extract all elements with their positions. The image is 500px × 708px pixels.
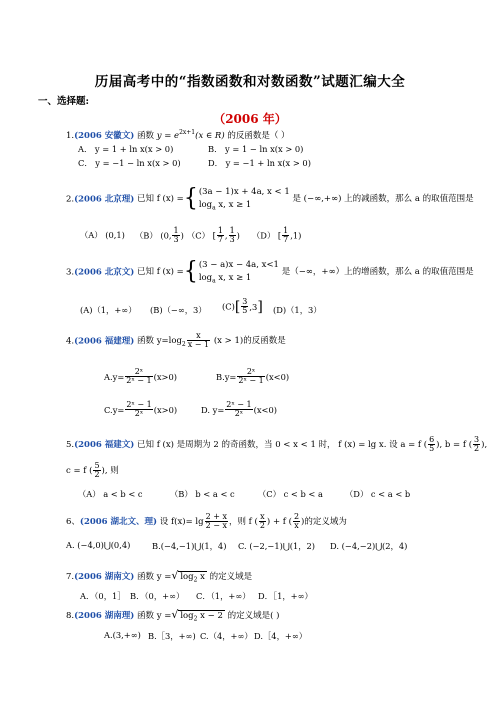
option-prefix: （C） [ (187, 230, 216, 241)
question-stem-tail: )的定义域为 (301, 516, 347, 527)
numerator: 1 (217, 226, 223, 235)
question-5-line-2 (66, 462, 119, 480)
q3-option-a: (A)（1，+∞） (80, 305, 137, 315)
log-arg: x − 2 (197, 611, 223, 621)
q5-option-c: （C） c < b < a (258, 489, 323, 499)
piecewise-cases (199, 186, 290, 212)
question-stem-tail: (x > 1)的反函数是 (213, 335, 286, 346)
question-number: 6、 (66, 516, 80, 527)
option-suffix: ) (180, 230, 184, 241)
question-6 (66, 513, 347, 531)
numerator: 2 (293, 512, 300, 521)
fraction (428, 436, 435, 454)
brace-icon: { (183, 257, 198, 286)
q4-option-c (104, 401, 177, 419)
question-number: 5. (66, 439, 75, 450)
log-base: 2 (181, 341, 186, 349)
option-suffix: ,3 (249, 301, 258, 312)
case-1: (3a − 1)x + 4a, x < 1 (198, 187, 290, 197)
q1-option-b: B． y = 1 − ln x(x > 0) (208, 144, 304, 154)
q6-option-b: B.(−4,−1)⋃(1，4) (152, 541, 227, 551)
radicand (178, 610, 225, 623)
question-stem-tail: 是（−∞，+∞）上的增函数，那么 a 的取值范围是 (281, 267, 474, 278)
brace-icon: { (183, 184, 198, 213)
log-base: 2 (193, 576, 198, 584)
option-prefix: C.y= (104, 404, 125, 415)
denominator: 2ˣ − 1 (238, 376, 264, 386)
q8-option-d: D.［4，+∞） (254, 631, 308, 641)
numerator: 2 + x (205, 512, 227, 521)
question-number: 4. (66, 336, 75, 347)
math-domain: (x ∈ R) (195, 130, 225, 141)
case-1: (3 − a)x − 4a, x<1 (198, 260, 279, 270)
option-prefix: (C) (222, 301, 235, 312)
fraction (225, 401, 252, 419)
q8-option-a: A.(3,+∞) (104, 630, 141, 640)
q4-option-a (104, 368, 177, 386)
radical-icon: √ (171, 608, 179, 621)
numerator: 2ˣ (237, 368, 264, 377)
option-suffix: (x>0) (153, 371, 178, 382)
question-stem-mid: ) + f ( (266, 516, 292, 527)
piecewise-cases (199, 259, 279, 285)
option-suffix: (x<0) (265, 371, 290, 382)
fraction (187, 332, 210, 350)
question-number: 7. (66, 572, 75, 582)
question-4 (66, 332, 286, 350)
question-stem-end: ), (481, 439, 488, 450)
question-stem-tail: ), 则 (101, 465, 119, 476)
option-prefix: B.y= (216, 371, 237, 382)
denominator: 2ˣ (134, 409, 144, 419)
denominator: 7 (283, 235, 289, 245)
q2-option-b (135, 227, 184, 245)
question-7 (66, 569, 252, 584)
q6-option-d: D. (−4,−2)⋃(2，4) (330, 541, 408, 551)
fraction (172, 227, 179, 245)
numerator: 3 (474, 435, 480, 444)
case-2-tail: x, x ≥ 1 (215, 272, 252, 283)
question-number: 8. (66, 611, 75, 621)
case-2-tail: x, x ≥ 1 (215, 199, 252, 210)
year-heading: （2006 年） (213, 112, 287, 126)
question-stem-tail: 的定义域是( ) (227, 611, 280, 621)
fraction (217, 227, 224, 245)
q7-option-b: B．（0，+∞） (130, 591, 185, 601)
denominator: 2 (94, 470, 100, 480)
question-source: (2006 福建理) (74, 336, 135, 347)
question-stem: 函数 y=log (137, 335, 182, 346)
radicand (178, 571, 207, 584)
fraction (473, 436, 480, 454)
option-suffix: (x>0) (153, 404, 178, 415)
numerator: x (260, 512, 265, 521)
numerator: 3 (242, 297, 248, 306)
denominator: 2 (259, 521, 265, 531)
denominator: 2 (474, 444, 480, 454)
option-suffix: ) (236, 230, 240, 241)
q2-option-c: （C） [ $\frac{1}{7}$ , $\frac{1}{3}$ ) (187, 226, 240, 245)
question-stem: 已知 f (x) = (137, 267, 184, 278)
q4-option-b (216, 368, 289, 386)
numerator: 1 (283, 226, 289, 235)
q2-option-d (252, 227, 301, 245)
numerator: 6 (429, 435, 435, 444)
question-stem: 已知 f (x) = (137, 194, 184, 205)
q8-option-b: B.［3，+∞) (148, 631, 196, 641)
q4-option-d (201, 401, 277, 419)
option-prefix: （D） [ (252, 230, 282, 241)
fraction (125, 368, 152, 386)
case-2-sub: a (212, 277, 216, 285)
question-source: (2006 北京文) (74, 267, 135, 278)
numerator: 2ˣ − 1 (226, 400, 252, 409)
denominator: 2ˣ (234, 409, 244, 419)
q7-option-d: D．［1，+∞） (258, 591, 313, 601)
fraction (229, 227, 236, 245)
numerator: x (187, 332, 210, 341)
question-5 (66, 436, 487, 454)
question-stem: 函数 y = (137, 611, 172, 621)
question-stem-mid: ), b = f ( (436, 439, 473, 450)
question-source: (2006 安徽文) (74, 130, 135, 141)
q1-option-d: D． y = −1 + ln x(x > 0) (208, 158, 311, 168)
question-source: (2006 北京理) (74, 194, 135, 205)
fraction (293, 513, 300, 531)
question-number: 1. (66, 130, 75, 141)
question-number: 3. (66, 267, 75, 278)
question-2 (66, 186, 474, 212)
option-prefix: D. y= (201, 404, 225, 415)
math-sup: 2x+1 (179, 129, 196, 136)
question-stem: 函数 y = (137, 572, 172, 582)
q6-option-a: A. (−4,0)⋃(0,4) (66, 540, 131, 550)
q3-option-b: (B)（−∞，3） (150, 305, 207, 315)
fraction (205, 513, 228, 531)
option-suffix: (x<0) (253, 404, 278, 415)
question-stem-mid: ，则 f ( (228, 516, 258, 527)
q1-option-a: A． y = 1 + ln x(x > 0) (78, 144, 174, 154)
log-base: 2 (193, 615, 198, 623)
denominator: 5 (429, 444, 435, 454)
q7-option-c: C．（1，+∞） (196, 591, 251, 601)
case-2-sub: a (212, 204, 216, 212)
question-stem: 函数 (137, 130, 155, 141)
fraction (259, 513, 266, 531)
question-stem: 设 f(x)= lg (159, 516, 204, 527)
question-source: (2006 福建文) (74, 439, 135, 450)
denominator: 2 − x (205, 521, 227, 531)
numerator: 1 (229, 226, 235, 235)
denominator: 2ˣ − 1 (126, 376, 152, 386)
bracket-left-icon: [ (234, 298, 241, 315)
q2-option-a: （A） (0,1) (80, 230, 125, 240)
q5-option-a: （A） a < b < c (78, 489, 143, 499)
log-text: log (180, 611, 194, 621)
fraction (93, 462, 100, 480)
fraction (237, 368, 264, 386)
section-heading: 一、选择题: (38, 96, 90, 107)
log-arg: x (197, 572, 205, 582)
option-prefix: （B） (0, (135, 230, 172, 241)
question-3 (66, 259, 474, 285)
q8-option-c: C.（4，+∞） (200, 631, 253, 641)
radical-icon: √ (171, 569, 179, 582)
numerator: 2ˣ − 1 (126, 400, 152, 409)
q1-option-c: C． y = −1 − ln x(x > 0) (78, 158, 181, 168)
question-stem-tail: 的反函数是（ ） (227, 130, 290, 141)
case-2: log (198, 199, 213, 210)
q7-option-a: A．（0，1］ (80, 591, 126, 601)
page-title: 历届高考中的“指数函数和对数函数”试题汇编大全 (94, 74, 406, 90)
denominator: 3 (229, 235, 235, 245)
question-number: 2. (66, 194, 75, 205)
question-stem: 已知 f (x) 是周期为 2 的奇函数，当 0 < x < 1 时， f (x) = lg x. 设 a = f ( (137, 439, 428, 450)
denominator: 3 (173, 235, 179, 245)
denominator: x (294, 521, 299, 531)
numerator: 1 (173, 226, 179, 235)
q3-option-c (222, 298, 263, 316)
q6-option-c: C. (−2,−1)⋃(1，2) (238, 541, 316, 551)
question-source: (2006 湖南文) (74, 572, 135, 582)
fraction (125, 401, 152, 419)
question-1 (66, 129, 290, 141)
numerator: 5 (94, 461, 100, 470)
q5-option-d: （D） c < a < b (345, 489, 411, 499)
question-stem-tail: 是 (−∞,+∞) 上的减函数，那么 a 的取值范围是 (292, 194, 474, 205)
math-expr: y = e (156, 130, 180, 141)
case-2: log (198, 272, 213, 283)
fraction (241, 298, 248, 316)
question-source: (2006 湖南理) (74, 611, 135, 621)
numerator: 2ˣ (125, 368, 152, 377)
denominator: 5 (242, 306, 248, 316)
q5-option-b: （B） b < a < c (170, 489, 235, 499)
option-suffix: ,1) (290, 230, 302, 241)
denominator: 7 (217, 235, 223, 245)
question-source: (2006 湖北文、理) (79, 516, 158, 527)
question-stem: c = f ( (66, 465, 93, 476)
denominator: x − 1 (187, 340, 210, 350)
bracket-right-icon: ] (257, 298, 263, 315)
q3-option-d: (D)（1，3） (273, 305, 322, 315)
question-stem-tail: 的定义域是 (209, 572, 253, 582)
fraction (282, 227, 289, 245)
option-prefix: A.y= (104, 371, 125, 382)
log-text: log (180, 572, 194, 582)
question-8 (66, 608, 279, 623)
